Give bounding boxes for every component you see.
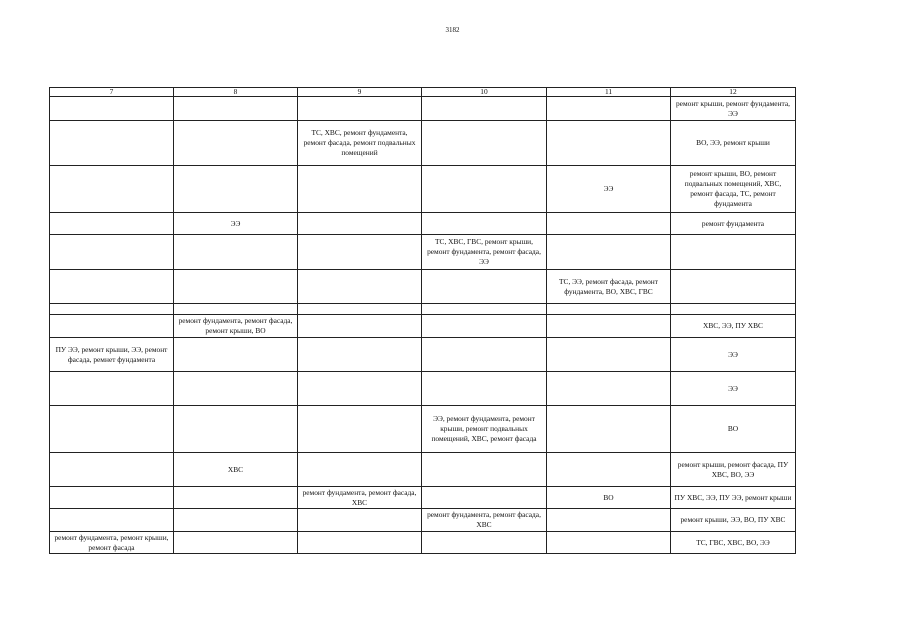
table-cell xyxy=(547,338,671,372)
table-row xyxy=(50,315,796,338)
column-header-10: 10 xyxy=(422,88,547,97)
table-cell xyxy=(298,97,422,121)
column-header-9: 9 xyxy=(298,88,422,97)
table-cell: ремонт фундамента xyxy=(671,213,796,235)
table-cell xyxy=(671,270,796,304)
table-row xyxy=(50,97,796,121)
table-cell: ПУ ЭЭ, ремонт крыши, ЭЭ, ремонт фасада, ремнет фундамента xyxy=(50,338,174,372)
table-cell xyxy=(422,213,547,235)
table-cell: ЭЭ xyxy=(671,338,796,372)
table-cell xyxy=(298,235,422,270)
table-cell xyxy=(174,372,298,406)
table-row xyxy=(50,487,796,509)
works-table xyxy=(49,87,796,554)
table-cell xyxy=(547,406,671,453)
table-cell xyxy=(422,453,547,487)
table-cell xyxy=(547,213,671,235)
table-cell xyxy=(298,304,422,315)
table-cell xyxy=(298,166,422,213)
table-cell: ВО xyxy=(547,487,671,509)
table-cell xyxy=(50,315,174,338)
table-cell xyxy=(174,532,298,554)
table-cell xyxy=(422,372,547,406)
table-row xyxy=(50,304,796,315)
table-cell: ПУ ХВС, ЭЭ, ПУ ЭЭ, ремонт крыши xyxy=(671,487,796,509)
table-cell: ЭЭ xyxy=(547,166,671,213)
table-cell xyxy=(50,453,174,487)
table-cell xyxy=(422,315,547,338)
table-cell xyxy=(50,270,174,304)
table-header-row xyxy=(50,88,796,97)
table-cell xyxy=(174,406,298,453)
table-cell xyxy=(547,121,671,166)
table-cell xyxy=(50,406,174,453)
table-cell xyxy=(174,97,298,121)
table-cell xyxy=(298,213,422,235)
table-cell xyxy=(422,97,547,121)
table-cell xyxy=(422,121,547,166)
table-cell: ХВС xyxy=(174,453,298,487)
table-row xyxy=(50,406,796,453)
table-cell: ремонт крыши, ремонт фундамента, ЭЭ xyxy=(671,97,796,121)
page-number: 3182 xyxy=(445,26,460,34)
table-cell xyxy=(50,372,174,406)
table-row xyxy=(50,166,796,213)
table-row xyxy=(50,270,796,304)
table-cell xyxy=(547,509,671,532)
table-cell: ТС, ГВС, ХВС, ВО, ЭЭ xyxy=(671,532,796,554)
column-header-12: 12 xyxy=(671,88,796,97)
table-cell xyxy=(298,315,422,338)
table-row xyxy=(50,509,796,532)
table-cell xyxy=(298,338,422,372)
table-cell xyxy=(50,235,174,270)
column-header-8: 8 xyxy=(174,88,298,97)
table-cell: ТС, ХВС, ГВС, ремонт крыши, ремонт фундамента, ремонт фасада, ЭЭ xyxy=(422,235,547,270)
table-cell xyxy=(174,235,298,270)
table-cell: ВО, ЭЭ, ремонт крыши xyxy=(671,121,796,166)
table-cell xyxy=(298,532,422,554)
table-cell xyxy=(422,338,547,372)
table-cell xyxy=(50,487,174,509)
table-cell: ремонт фундамента, ремонт фасада, ХВС xyxy=(298,487,422,509)
table-cell xyxy=(174,166,298,213)
table-cell: ЭЭ xyxy=(174,213,298,235)
table-cell: ХВС, ЭЭ, ПУ ХВС xyxy=(671,315,796,338)
table-cell xyxy=(547,97,671,121)
table-cell xyxy=(174,338,298,372)
table-cell: ремонт фундамента, ремонт крыши, ремонт фасада xyxy=(50,532,174,554)
table-cell xyxy=(50,166,174,213)
table-cell: ЭЭ xyxy=(671,372,796,406)
table-cell: ТС, ХВС, ремонт фундамента, ремонт фасада, ремонт подвальных помещений xyxy=(298,121,422,166)
table-cell xyxy=(298,270,422,304)
table-cell: ремонт фундамента, ремонт фасада, ХВС xyxy=(422,509,547,532)
table-cell: ремонт крыши, ремонт фасада, ПУ ХВС, ВО, ЭЭ xyxy=(671,453,796,487)
table-cell: ТС, ЭЭ, ремонт фасада, ремонт фундамента, ВО, ХВС, ГВС xyxy=(547,270,671,304)
table-row xyxy=(50,532,796,554)
table-row xyxy=(50,235,796,270)
table-cell xyxy=(422,166,547,213)
column-header-7: 7 xyxy=(50,88,174,97)
table-cell xyxy=(547,372,671,406)
table-cell xyxy=(50,509,174,532)
table-cell xyxy=(547,453,671,487)
table-cell: ремонт крыши, ЭЭ, ВО, ПУ ХВС xyxy=(671,509,796,532)
table-cell xyxy=(298,509,422,532)
table-row xyxy=(50,121,796,166)
table-cell xyxy=(422,304,547,315)
table-cell xyxy=(174,509,298,532)
table-cell: ВО xyxy=(671,406,796,453)
table-cell xyxy=(671,304,796,315)
table-cell xyxy=(50,97,174,121)
table-cell xyxy=(547,315,671,338)
table-cell xyxy=(298,372,422,406)
table-cell xyxy=(298,406,422,453)
table-cell: ЭЭ, ремонт фундамента, ремонт крыши, ремонт подвальных помещений, ХВС, ремонт фасада xyxy=(422,406,547,453)
column-header-11: 11 xyxy=(547,88,671,97)
table-cell xyxy=(422,270,547,304)
table-cell xyxy=(174,270,298,304)
table-cell xyxy=(547,304,671,315)
table-row xyxy=(50,372,796,406)
table-body xyxy=(50,97,796,554)
table-cell xyxy=(174,304,298,315)
table-cell xyxy=(298,453,422,487)
table-cell xyxy=(50,213,174,235)
table-cell xyxy=(174,487,298,509)
table-cell xyxy=(547,235,671,270)
table-row xyxy=(50,338,796,372)
table-cell xyxy=(174,121,298,166)
table-cell xyxy=(50,121,174,166)
table-cell xyxy=(547,532,671,554)
table-cell: ремонт крыши, ВО, ремонт подвальных помещений, ХВС, ремонт фасада, ТС, ремонт фундамента xyxy=(671,166,796,213)
table-row xyxy=(50,213,796,235)
table-cell xyxy=(422,487,547,509)
table-cell xyxy=(422,532,547,554)
table-cell xyxy=(671,235,796,270)
table-cell: ремонт фундамента, ремонт фасада, ремонт крыши, ВО xyxy=(174,315,298,338)
table-row xyxy=(50,453,796,487)
table-cell xyxy=(50,304,174,315)
